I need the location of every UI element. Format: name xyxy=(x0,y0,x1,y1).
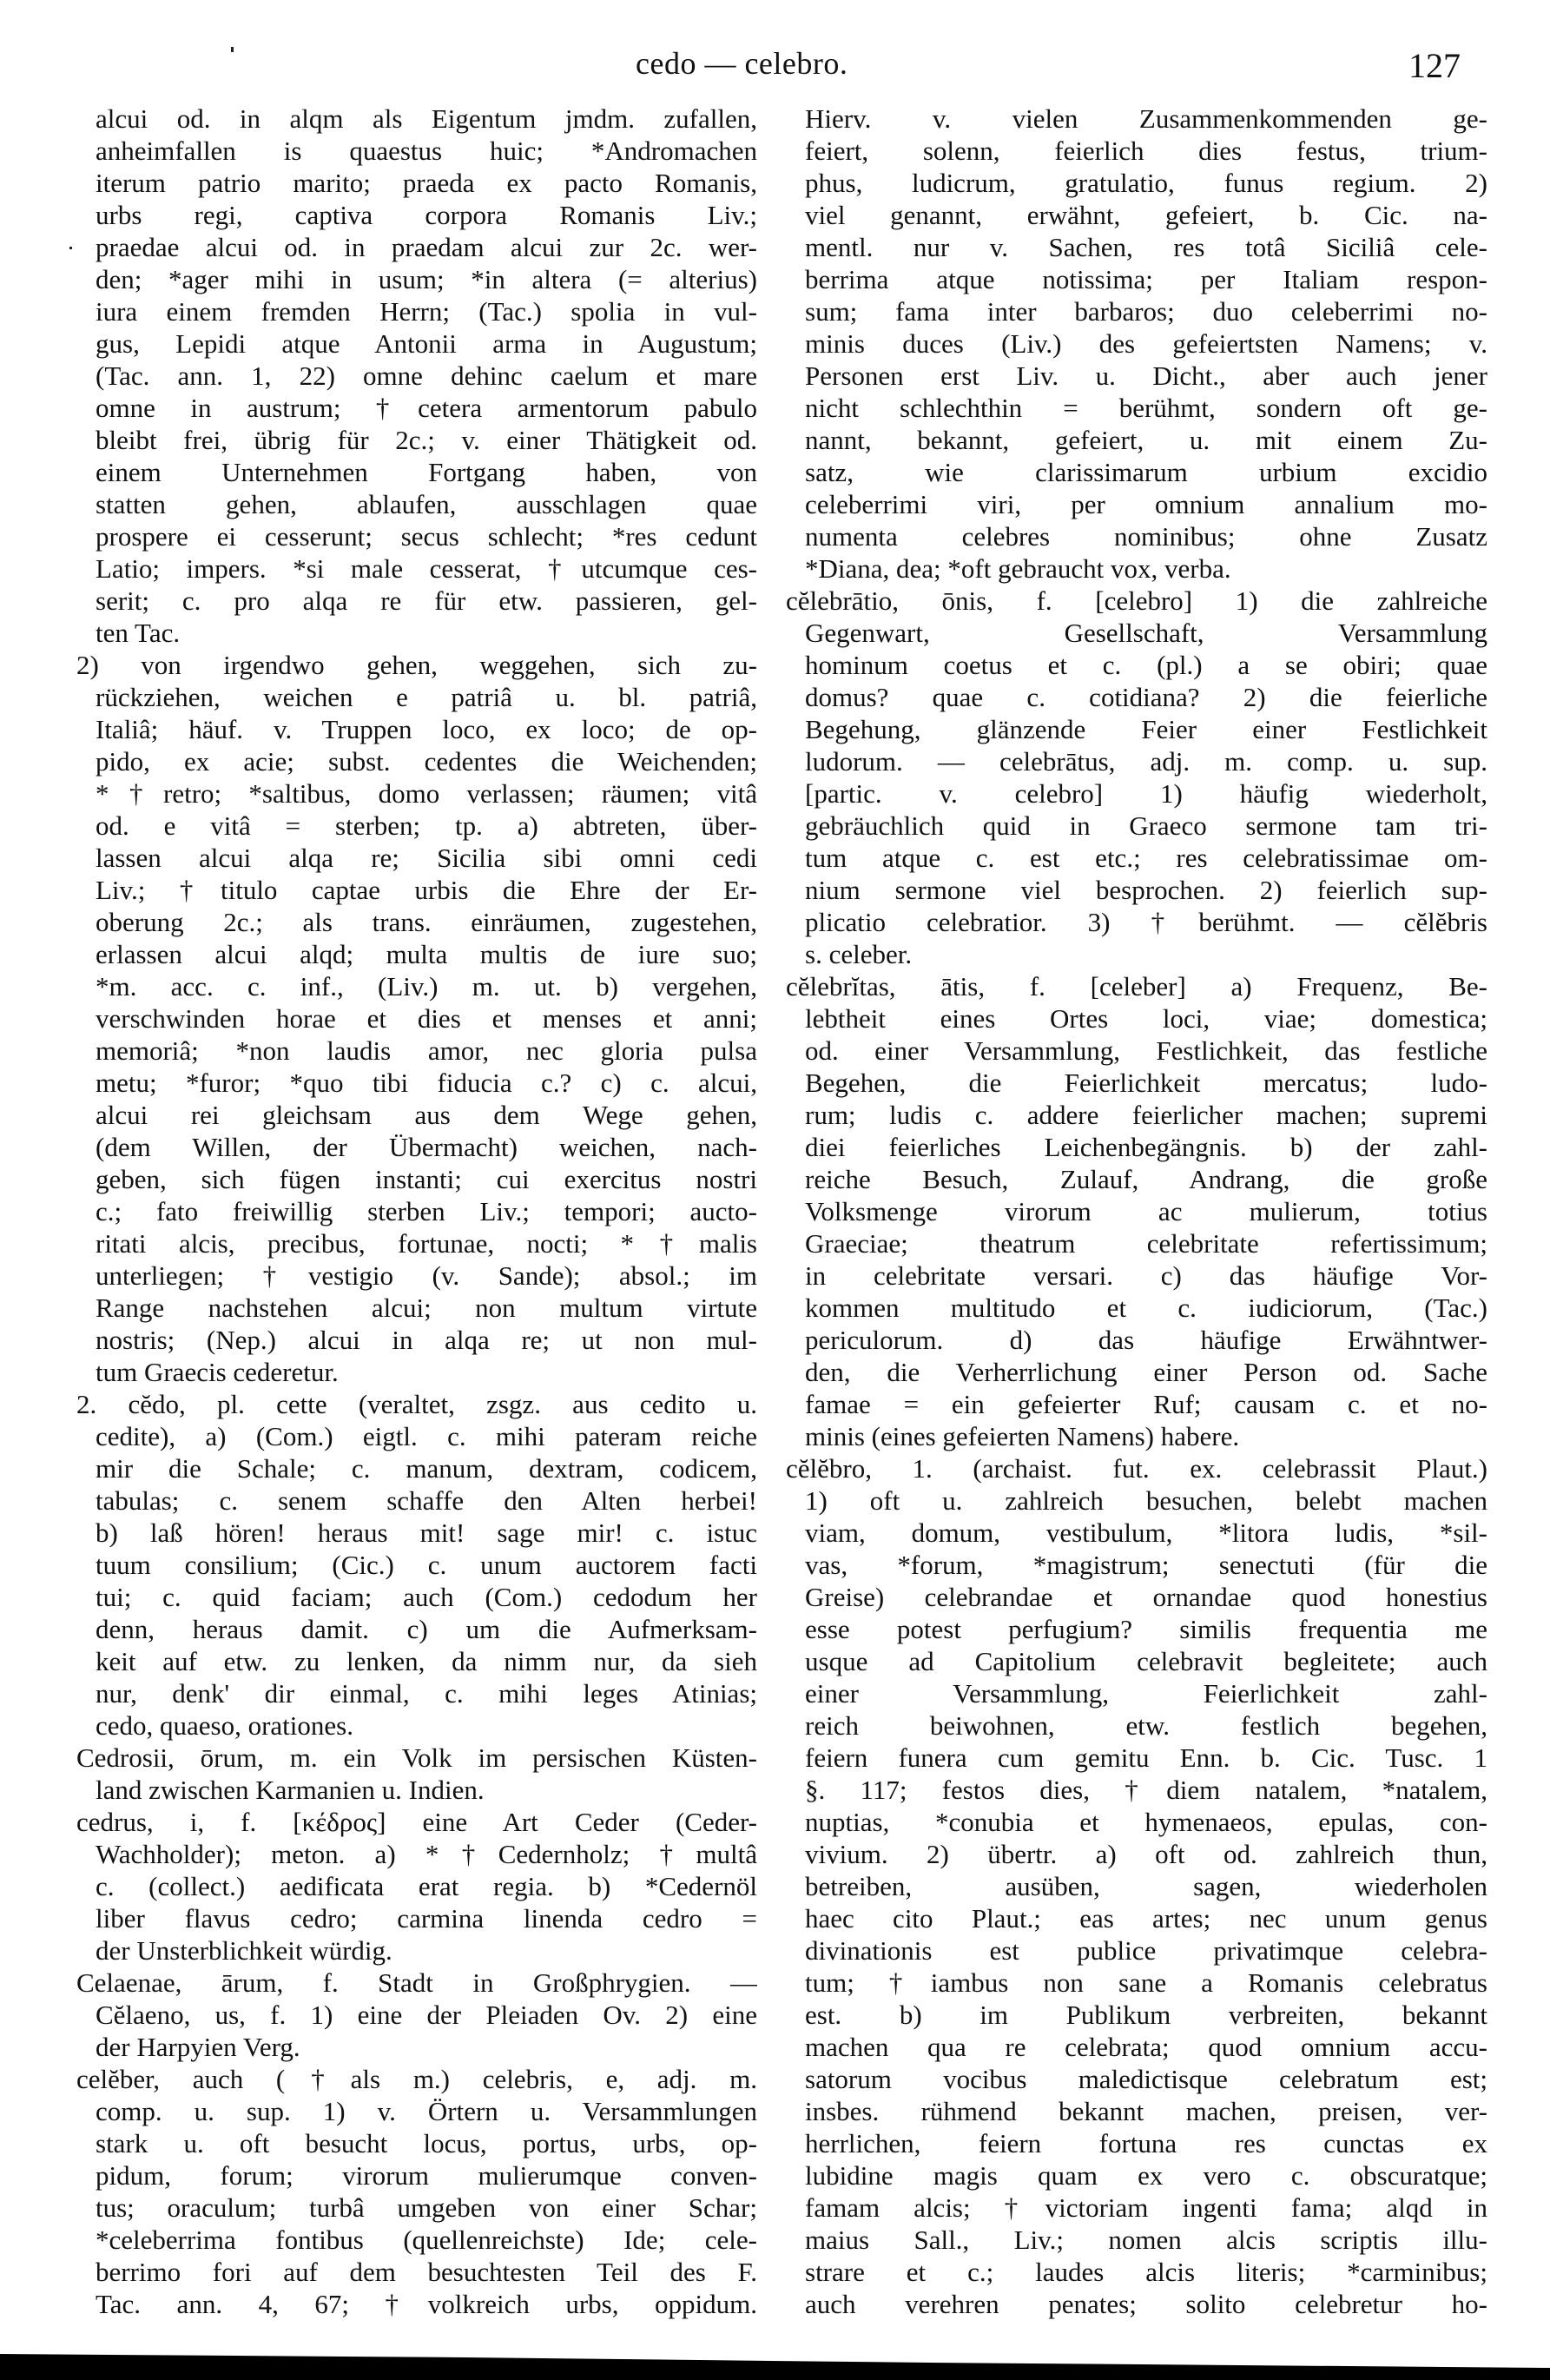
dictionary-text-line: feiern funera cum gemitu Enn. b. Cic. Tusc. 1 xyxy=(805,1742,1487,1773)
dictionary-text-line: phus, ludicrum, gratulatio, funus regium. 2) xyxy=(805,168,1487,198)
dictionary-text-line: Begehen, die Feierlichkeit mercatus; ludo- xyxy=(805,1068,1487,1098)
dictionary-text-line: numenta celebres nominibus; ohne Zusatz xyxy=(805,521,1487,552)
dictionary-text-line: Graeciae; theatrum celebritate refertissimum; xyxy=(805,1228,1487,1259)
dictionary-text-line: den; *ager mihi in usum; *in altera (= alterius) xyxy=(96,264,757,294)
dictionary-text-line: mentl. nur v. Sachen, res totâ Siciliâ cele- xyxy=(805,232,1487,262)
dictionary-text-line: nannt, bekannt, gefeiert, u. mit einem Zu- xyxy=(805,425,1487,455)
dictionary-entry-headline: Celaenae, ārum, f. Stadt in Großphrygien. — xyxy=(76,1967,757,1998)
dictionary-text-line: statten gehen, ablaufen, ausschlagen quae xyxy=(96,489,757,519)
dictionary-text-line: Italiâ; häuf. v. Truppen loco, ex loco; de op- xyxy=(96,714,757,744)
dictionary-text-line: serit; c. pro alqa re für etw. passieren, gel- xyxy=(96,585,757,616)
dictionary-text-line: lassen alcui alqa re; Sicilia sibi omni cedi xyxy=(96,843,757,873)
dictionary-text-line: feiert, solenn, feierlich dies festus, trium- xyxy=(805,136,1487,166)
dictionary-text-line: herrlichen, feiern fortuna res cunctas ex xyxy=(805,2128,1487,2159)
dictionary-text-line: satz, wie clarissimarum urbium excidio xyxy=(805,457,1487,487)
dictionary-text-line: maius Sall., Liv.; nomen alcis scriptis illu- xyxy=(805,2225,1487,2255)
dictionary-text-line: auch verehren penates; solito celebretur ho- xyxy=(805,2289,1487,2319)
dictionary-text-line: tuum consilium; (Cic.) c. unum auctorem facti xyxy=(96,1550,757,1580)
dictionary-text-line: tus; oraculum; turbâ umgeben von einer Schar; xyxy=(96,2192,757,2223)
dictionary-text-line: nicht schlechthin = berühmt, sondern oft ge- xyxy=(805,393,1487,423)
dictionary-text-line: rückziehen, weichen e patriâ u. bl. patriâ, xyxy=(96,682,757,712)
dictionary-entry-headline: cĕlebrĭtas, ātis, f. [celeber] a) Frequenz, Be- xyxy=(786,971,1487,1002)
dictionary-entry-headline: 2) von irgendwo gehen, weggehen, sich zu- xyxy=(76,650,757,680)
dictionary-text-line: mir die Schale; c. manum, dextram, codicem, xyxy=(96,1453,757,1484)
dictionary-text-line: pido, ex acie; subst. cedentes die Weichenden; xyxy=(96,746,757,777)
dictionary-text-line: urbs regi, captiva corpora Romanis Liv.; xyxy=(96,200,757,230)
dictionary-text-line: famam alcis; †victoriam ingenti fama; alqd in xyxy=(805,2192,1487,2223)
page-title: cedo — celebro. xyxy=(636,46,848,81)
dictionary-text-line: machen qua re celebrata; quod omnium accu- xyxy=(805,2032,1487,2062)
dictionary-text-line: periculorum. d) das häufige Erwähntwer- xyxy=(805,1325,1487,1355)
dictionary-text-line: tui; c. quid faciam; auch (Com.) cedodum her xyxy=(96,1582,757,1612)
dictionary-text-line: vas, *forum, *magistrum; senectuti (für die xyxy=(805,1550,1487,1580)
dictionary-text-line: minis duces (Liv.) des gefeiertsten Namens; v. xyxy=(805,328,1487,359)
dictionary-text-line: nostris; (Nep.) alcui in alqa re; ut non mul- xyxy=(96,1325,757,1355)
dictionary-text-line: diei feierliches Leichenbegängnis. b) der zahl- xyxy=(805,1132,1487,1162)
dictionary-text-line: od. e vitâ = sterben; tp. a) abtreten, über- xyxy=(96,810,757,841)
dictionary-text-line: esse potest perfugium? similis frequentia me xyxy=(805,1614,1487,1644)
dictionary-text-line: betreiben, ausüben, sagen, wiederholen xyxy=(805,1871,1487,1901)
dictionary-text-line: Tac. ann. 4, 67; †volkreich urbs, oppidum. xyxy=(96,2289,757,2319)
right-column xyxy=(786,102,1487,2320)
dictionary-text-line: metu; *furor; *quo tibi fiducia c.? c) c. alcui, xyxy=(96,1068,757,1098)
dictionary-text-line: lebtheit eines Ortes loci, viae; domestica; xyxy=(805,1003,1487,1034)
left-column xyxy=(76,102,757,2320)
dictionary-entry-headline: cĕlebrātio, ōnis, f. [celebro] 1) die zahlreiche xyxy=(786,585,1487,616)
dictionary-text-line: plicatio celebratior. 3) †berühmt. — cĕlĕbris xyxy=(805,907,1487,937)
dictionary-text-line: (dem Willen, der Übermacht) weichen, nach- xyxy=(96,1132,757,1162)
dictionary-text-line: tum; †iambus non sane a Romanis celebratus xyxy=(805,1967,1487,1998)
dictionary-entry-headline: Cedrosii, ōrum, m. ein Volk im persischen Küsten- xyxy=(76,1742,757,1773)
dictionary-text-line: c.; fato freiwillig sterben Liv.; tempori; aucto- xyxy=(96,1196,757,1226)
dictionary-text-line: Cĕlaeno, us, f. 1) eine der Pleiaden Ov. 2) eine xyxy=(96,2000,757,2030)
dictionary-text-line: anheimfallen is quaestus huic; *Andromachen xyxy=(96,136,757,166)
dictionary-text-line: Volksmenge virorum ac mulierum, totius xyxy=(805,1196,1487,1226)
dictionary-entry-headline: cedrus, i, f. [κέδρος] eine Art Ceder (Ceder- xyxy=(76,1807,757,1837)
dictionary-text-line: der Harpyien Verg. xyxy=(96,2032,300,2062)
scan-edge-band xyxy=(0,2354,1550,2380)
dictionary-text-line: sum; fama inter barbaros; duo celeberrimi no- xyxy=(805,296,1487,327)
dictionary-text-line: vivium. 2) übertr. a) oft od. zahlreich thun, xyxy=(805,1839,1487,1869)
dictionary-text-line: alcui rei gleichsam aus dem Wege gehen, xyxy=(96,1100,757,1130)
dictionary-entry-headline: celĕber, auch (†als m.) celebris, e, adj. m. xyxy=(76,2064,757,2094)
dictionary-entry-headline: cĕlĕbro, 1. (archaist. fut. ex. celebrassit Plaut.) xyxy=(786,1453,1487,1484)
dictionary-text-line: usque ad Capitolium celebravit begleitete; auch xyxy=(805,1646,1487,1676)
dictionary-text-line: *celeberrima fontibus (quellenreichste) Ide; cele- xyxy=(96,2225,757,2255)
dictionary-text-line: tum Graecis cederetur. xyxy=(96,1357,339,1387)
dictionary-text-line: b) laß hören! heraus mit! sage mir! c. istuc xyxy=(96,1517,757,1548)
dictionary-text-line: gebräuchlich quid in Graeco sermone tam tri- xyxy=(805,810,1487,841)
dictionary-text-line: 1) oft u. zahlreich besuchen, belebt machen xyxy=(805,1485,1487,1516)
dictionary-text-line: den, die Verherrlichung einer Person od. Sache xyxy=(805,1357,1487,1387)
dictionary-text-line: berrima atque notissima; per Italiam respon- xyxy=(805,264,1487,294)
dictionary-text-line: liber flavus cedro; carmina linenda cedro = xyxy=(96,1903,757,1934)
dictionary-text-line: od. einer Versammlung, Festlichkeit, das festliche xyxy=(805,1035,1487,1066)
dictionary-text-line: omne in austrum; †cetera armentorum pabulo xyxy=(96,393,757,423)
dictionary-text-line: nuptias, *conubia et hymenaeos, epulas, con- xyxy=(805,1807,1487,1837)
dictionary-text-line: viam, domum, vestibulum, *litora ludis, *sil- xyxy=(805,1517,1487,1548)
dictionary-text-line: reich beiwohnen, etw. festlich begehen, xyxy=(805,1710,1487,1741)
dictionary-text-line: *m. acc. c. inf., (Liv.) m. ut. b) vergehen, xyxy=(96,971,757,1002)
dictionary-text-line: in celebritate versari. c) das häufige Vor- xyxy=(805,1260,1487,1291)
print-speck xyxy=(231,47,234,52)
dictionary-text-line: ludorum. — celebrātus, adj. m. comp. u. sup. xyxy=(805,746,1487,777)
dictionary-text-line: verschwinden horae et dies et menses et anni; xyxy=(96,1003,757,1034)
dictionary-text-line: prospere ei cesserunt; secus schlecht; *res cedunt xyxy=(96,521,757,552)
dictionary-text-line: bleibt frei, übrig für 2c.; v. einer Thätigkeit od. xyxy=(96,425,757,455)
dictionary-text-line: c. (collect.) aedificata erat regia. b) *Cedernöl xyxy=(96,1871,757,1901)
dictionary-text-line: [partic. v. celebro] 1) häufig wiederholt, xyxy=(805,778,1487,809)
dictionary-text-line: berrimo fori auf dem besuchtesten Teil des F. xyxy=(96,2257,757,2287)
dictionary-text-line: *Diana, dea; *oft gebraucht vox, verba. xyxy=(805,553,1231,584)
dictionary-text-line: Wachholder); meton. a) *†Cedernholz; †multâ xyxy=(96,1839,757,1869)
dictionary-text-line: oberung 2c.; als trans. einräumen, zugestehen, xyxy=(96,907,757,937)
dictionary-text-line: comp. u. sup. 1) v. Örtern u. Versammlungen xyxy=(96,2096,757,2126)
dictionary-text-line: pidum, forum; virorum mulierumque conven- xyxy=(96,2160,757,2191)
dictionary-text-line: erlassen alcui alqd; multa multis de iure suo; xyxy=(96,939,757,969)
dictionary-text-line: divinationis est publice privatimque celebra- xyxy=(805,1935,1487,1966)
dictionary-text-line: minis (eines gefeierten Namens) habere. xyxy=(805,1421,1240,1451)
dictionary-text-line: rum; ludis c. addere feierlicher machen; supremi xyxy=(805,1100,1487,1130)
dictionary-text-line: (Tac. ann. 1, 22) omne dehinc caelum et mare xyxy=(96,360,757,391)
dictionary-text-line: famae = ein gefeierter Ruf; causam c. et no- xyxy=(805,1389,1487,1419)
dictionary-text-line: nium sermone viel besprochen. 2) feierlich sup- xyxy=(805,875,1487,905)
dictionary-text-line: s. celeber. xyxy=(805,939,913,969)
dictionary-text-line: haec cito Plaut.; eas artes; nec unum genus xyxy=(805,1903,1487,1934)
dictionary-text-line: insbes. rühmend bekannt machen, preisen, ver- xyxy=(805,2096,1487,2126)
dictionary-text-line: Range nachstehen alcui; non multum virtute xyxy=(96,1292,757,1323)
dictionary-text-line: alcui od. in alqm als Eigentum jmdm. zufallen, xyxy=(96,103,757,134)
dictionary-text-line: lubidine magis quam ex vero c. obscuratque; xyxy=(805,2160,1487,2191)
dictionary-entry-headline: 2. cĕdo, pl. cette (veraltet, zsgz. aus cedito u. xyxy=(76,1389,757,1419)
dictionary-text-line: gus, Lepidi atque Antonii arma in Augustum; xyxy=(96,328,757,359)
dictionary-text-line: einem Unternehmen Fortgang haben, von xyxy=(96,457,757,487)
dictionary-text-line: Begehung, glänzende Feier einer Festlichkeit xyxy=(805,714,1487,744)
dictionary-text-line: memoriâ; *non laudis amor, nec gloria pulsa xyxy=(96,1035,757,1066)
dictionary-text-line: stark u. oft besucht locus, portus, urbs, op- xyxy=(96,2128,757,2159)
dictionary-text-line: Latio; impers. *si male cesserat, †utcumque ces- xyxy=(96,553,757,584)
dictionary-text-line: cedo, quaeso, orationes. xyxy=(96,1710,353,1741)
dictionary-text-line: der Unsterblichkeit würdig. xyxy=(96,1935,392,1966)
dictionary-text-line: viel genannt, erwähnt, gefeiert, b. Cic. na- xyxy=(805,200,1487,230)
dictionary-text-line: nur, denk' dir einmal, c. mihi leges Atinias; xyxy=(96,1678,757,1709)
dictionary-text-line: cedite), a) (Com.) eigtl. c. mihi pateram reiche xyxy=(96,1421,757,1451)
dictionary-text-line: iterum patrio marito; praeda ex pacto Romanis, xyxy=(96,168,757,198)
running-head xyxy=(0,45,1550,97)
dictionary-text-line: tabulas; c. senem schaffe den Alten herbei! xyxy=(96,1485,757,1516)
dictionary-text-line: Personen erst Liv. u. Dicht., aber auch jener xyxy=(805,360,1487,391)
dictionary-text-line: Hierv. v. vielen Zusammenkommenden ge- xyxy=(805,103,1487,134)
dictionary-text-line: Greise) celebrandae et ornandae quod honestius xyxy=(805,1582,1487,1612)
dictionary-text-line: *†retro; *saltibus, domo verlassen; räumen; vitâ xyxy=(96,778,757,809)
dictionary-text-line: Gegenwart, Gesellschaft, Versammlung xyxy=(805,618,1487,648)
page-number: 127 xyxy=(1408,46,1461,85)
dictionary-text-line: einer Versammlung, Feierlichkeit zahl- xyxy=(805,1678,1487,1709)
dictionary-text-line: ritati alcis, precibus, fortunae, nocti; *†malis xyxy=(96,1228,757,1259)
dictionary-text-line: §. 117; festos dies, †diem natalem, *natalem, xyxy=(805,1775,1487,1805)
dictionary-text-line: hominum coetus et c. (pl.) a se obiri; quae xyxy=(805,650,1487,680)
dictionary-text-line: kommen multitudo et c. iudiciorum, (Tac.) xyxy=(805,1292,1487,1323)
dictionary-text-line: est. b) im Publikum verbreiten, bekannt xyxy=(805,2000,1487,2030)
print-speck xyxy=(69,247,72,249)
dictionary-text-line: celeberrimi viri, per omnium annalium mo- xyxy=(805,489,1487,519)
dictionary-text-line: reiche Besuch, Zulauf, Andrang, die große xyxy=(805,1164,1487,1194)
dictionary-text-line: strare et c.; laudes alcis literis; *carminibus; xyxy=(805,2257,1487,2287)
dictionary-text-line: Liv.; †titulo captae urbis die Ehre der Er- xyxy=(96,875,757,905)
dictionary-text-line: unterliegen; †vestigio (v. Sande); absol.; im xyxy=(96,1260,757,1291)
dictionary-text-line: denn, heraus damit. c) um die Aufmerksam- xyxy=(96,1614,757,1644)
dictionary-text-line: satorum vocibus maledictisque celebratum est; xyxy=(805,2064,1487,2094)
dictionary-text-line: praedae alcui od. in praedam alcui zur 2c. wer- xyxy=(96,232,757,262)
dictionary-text-line: land zwischen Karmanien u. Indien. xyxy=(96,1775,485,1805)
dictionary-text-line: iura einem fremden Herrn; (Tac.) spolia in vul- xyxy=(96,296,757,327)
dictionary-text-line: keit auf etw. zu lenken, da nimm nur, da sieh xyxy=(96,1646,757,1676)
dictionary-text-line: domus? quae c. cotidiana? 2) die feierliche xyxy=(805,682,1487,712)
dictionary-text-line: ten Tac. xyxy=(96,618,181,648)
dictionary-text-line: geben, sich fügen instanti; cui exercitus nostri xyxy=(96,1164,757,1194)
dictionary-text-line: tum atque c. est etc.; res celebratissimae om- xyxy=(805,843,1487,873)
